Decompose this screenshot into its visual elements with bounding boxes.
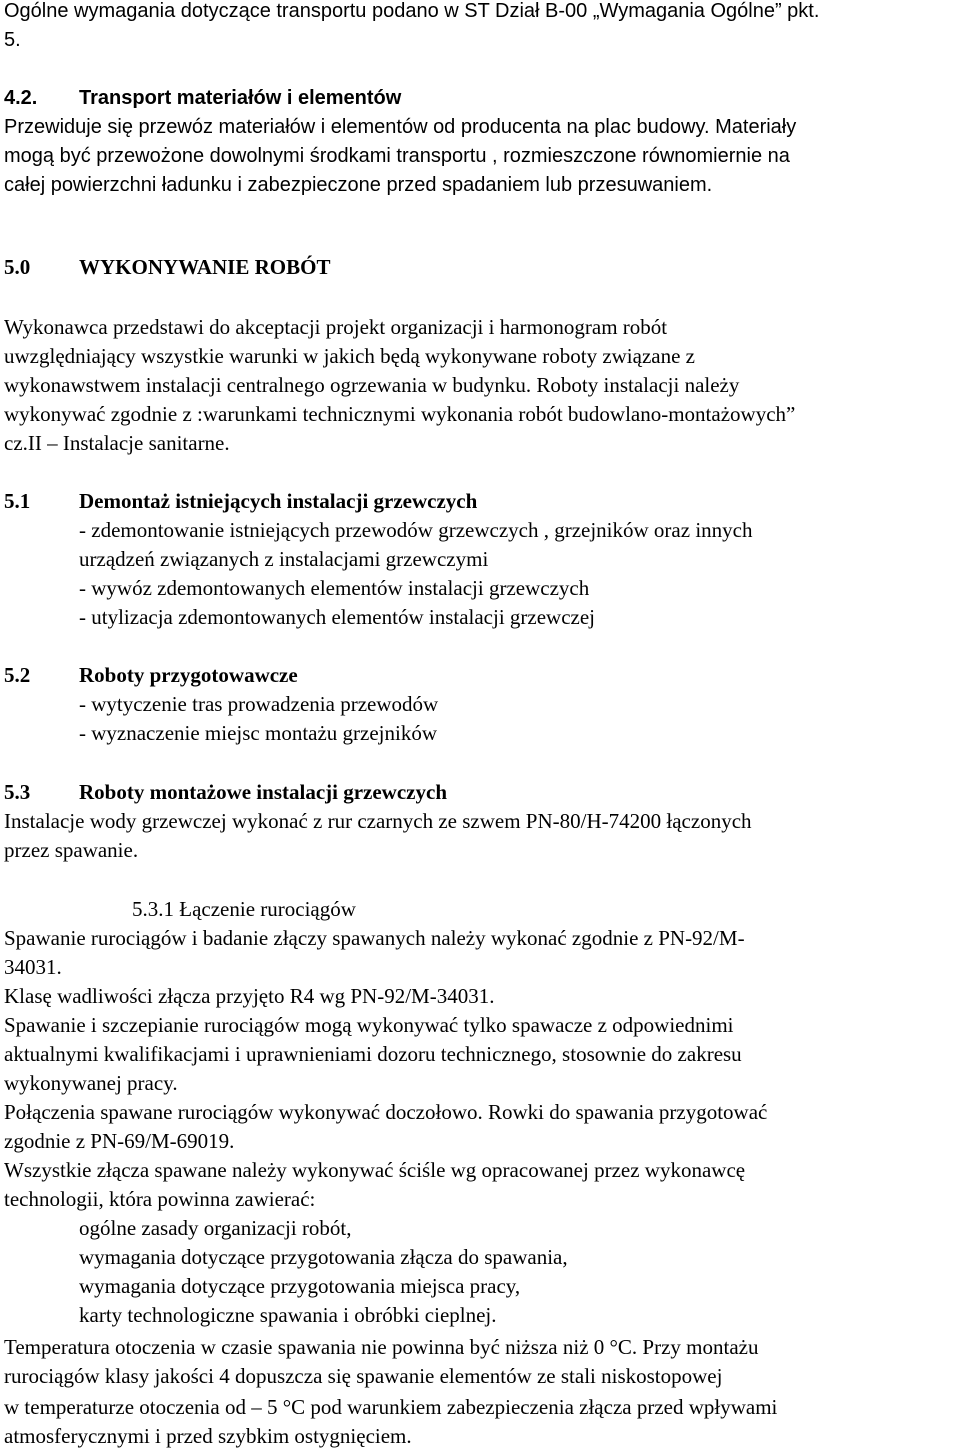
paragraph-line: 34031. [4,955,62,979]
list-item: - wywóz zdemontowanych elementów instalacji grzewczych [79,576,590,600]
list-item: - wytyczenie tras prowadzenia przewodów [79,692,439,716]
section-number: 5.3 [4,780,31,804]
paragraph-line: Przewiduje się przewóz materiałów i elementów od producenta na plac budowy. Materiały [4,116,797,138]
paragraph-line: atmosferycznymi i przed szybkim ostygnięciem. [4,1424,412,1448]
list-item: karty technologiczne spawania i obróbki cieplnej. [79,1303,497,1327]
paragraph-line: rurociągów klasy jakości 4 dopuszcza się spawanie elementów ze stali niskostopowej [4,1364,723,1388]
paragraph-line: Temperatura otoczenia w czasie spawania nie powinna być niższa niż 0 °C. Przy montażu [4,1335,759,1359]
paragraph-line: mogą być przewożone dowolnymi środkami transportu , rozmieszczone równomiernie na [4,145,790,167]
section-5-3-heading [4,778,447,807]
paragraph-line: w temperaturze otoczenia od – 5 °C pod warunkiem zabezpieczenia złącza przed wpływami [4,1395,778,1419]
section-5-2-heading [4,661,298,690]
paragraph-line: aktualnymi kwalifikacjami i uprawnieniami dozoru technicznego, stosownie do zakresu [4,1042,742,1066]
section-5-0-heading [4,253,330,282]
paragraph-line: Spawanie i szczepianie rurociągów mogą wykonywać tylko spawacze z odpowiednimi [4,1013,734,1037]
section-number: 5.1 [4,489,31,513]
section-title: Transport materiałów i elementów [79,87,402,109]
paragraph-line: cz.II – Instalacje sanitarne. [4,431,230,455]
paragraph-line: uwzględniający wszystkie warunki w jakich będą wykonywane roboty związane z [4,344,696,368]
paragraph-line: przez spawanie. [4,838,139,862]
paragraph-line: wykonywanej pracy. [4,1071,178,1095]
paragraph-line: wykonawstwem instalacji centralnego ogrzewania w budynku. Roboty instalacji należy [4,373,740,397]
section-4-2-heading [4,84,401,113]
paragraph-line: technologii, która powinna zawierać: [4,1187,316,1211]
paragraph-line: Klasę wadliwości złącza przyjęto R4 wg PN-92/M-34031. [4,984,495,1008]
list-item: ogólne zasady organizacji robót, [79,1216,352,1240]
list-item: - utylizacja zdemontowanych elementów instalacji grzewczej [79,605,596,629]
section-number: 5.0 [4,255,31,279]
paragraph-line: całej powierzchni ładunku i zabezpieczone przed spadaniem lub przesuwaniem. [4,174,713,196]
intro-line-2: 5. [4,29,21,51]
section-5-1-heading [4,487,477,516]
section-title: Demontaż istniejących instalacji grzewczych [79,489,478,513]
paragraph-line: Połączenia spawane rurociągów wykonywać doczołowo. Rowki do spawania przygotować [4,1100,768,1124]
paragraph-line: Wykonawca przedstawi do akceptacji projekt organizacji i harmonogram robót [4,315,668,339]
section-title: Roboty przygotowawcze [79,663,298,687]
subsection-5-3-1-heading: 5.3.1 Łączenie rurociągów [132,897,356,921]
paragraph-line: wykonywać zgodnie z :warunkami technicznymi wykonania robót budowlano-montażowych” [4,402,796,426]
paragraph-line: Instalacje wody grzewczej wykonać z rur czarnych ze szwem PN-80/H-74200 łączonych [4,809,752,833]
section-number: 5.2 [4,663,31,687]
list-item: - wyznaczenie miejsc montażu grzejników [79,721,438,745]
intro-line-1: Ogólne wymagania dotyczące transportu podano w ST Dział B-00 „Wymagania Ogólne” pkt. [4,0,820,22]
list-item: - zdemontowanie istniejących przewodów grzewczych , grzejników oraz innych [79,518,753,542]
section-title: WYKONYWANIE ROBÓT [79,255,331,279]
section-title: Roboty montażowe instalacji grzewczych [79,780,447,804]
list-item: wymagania dotyczące przygotowania miejsca pracy, [79,1274,521,1298]
list-item: urządzeń związanych z instalacjami grzewczymi [79,547,489,571]
list-item: wymagania dotyczące przygotowania złącza do spawania, [79,1245,568,1269]
section-number: 4.2. [4,87,38,109]
paragraph-line: Spawanie rurociągów i badanie złączy spawanych należy wykonać zgodnie z PN-92/M- [4,926,745,950]
paragraph-line: zgodnie z PN-69/M-69019. [4,1129,235,1153]
paragraph-line: Wszystkie złącza spawane należy wykonywać ściśle wg opracowanej przez wykonawcę [4,1158,746,1182]
